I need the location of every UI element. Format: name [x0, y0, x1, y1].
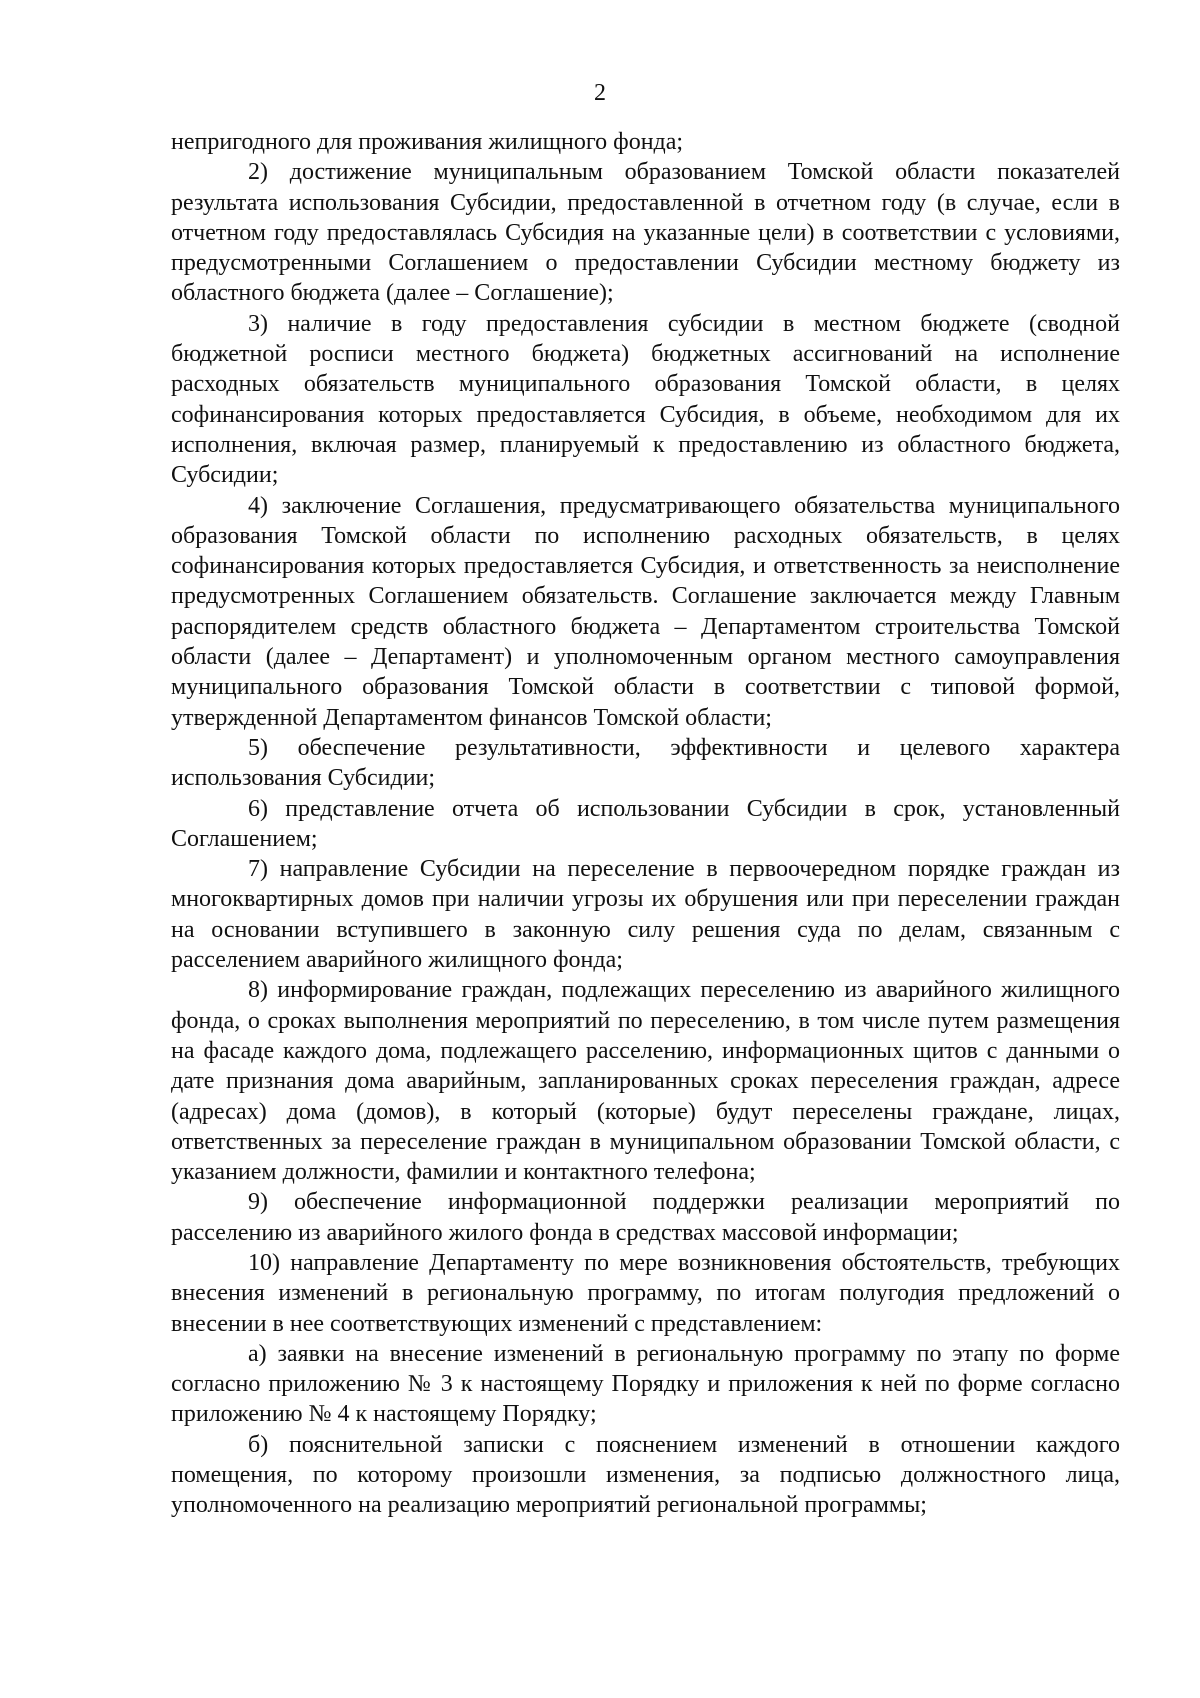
- paragraph-subitem-b: б) пояснительной записки с пояснением изменений в отношении каждого помещения, по которому произошли изменения, за подписью должностного лица, уполномоченного на реализацию мероприятий региональной программы;: [171, 1431, 1120, 1519]
- paragraph-item-4: 4) заключение Соглашения, предусматривающего обязательства муниципального образования Томской области по исполнению расходных обязательств, в целях софинансирования которых предоставляется Субсидия, и ответственность за неисполнение предусмотренных Соглашением обязательств. Соглашение заключается между Главным распорядителем средств областного бюджета – Департаментом строительства Томской области (далее – Департамент) и уполномоченным органом местного самоуправления муниципального образования Томской области в соответствии с типовой формой, утвержденной Департаментом финансов Томской области;: [171, 492, 1120, 731]
- paragraph-item-6: 6) представление отчета об использовании Субсидии в срок, установленный Соглашением;: [171, 795, 1120, 852]
- paragraph-item-7: 7) направление Субсидии на переселение в первоочередном порядке граждан из многоквартирных домов при наличии угрозы их обрушения или при переселении граждан на основании вступившего в законную силу решения суда по делам, связанным с расселением аварийного жилищного фонда;: [171, 856, 1120, 974]
- paragraph-subitem-a: а) заявки на внесение изменений в региональную программу по этапу по форме согласно приложению № 3 к настоящему Порядку и приложения к ней по форме согласно приложению № 4 к настоящему Порядку;: [171, 1340, 1120, 1428]
- page-number: 2: [594, 80, 606, 106]
- paragraph-item-3: 3) наличие в году предоставления субсидии в местном бюджете (сводной бюджетной росписи местного бюджета) бюджетных ассигнований на исполнение расходных обязательств муниципального образования Томской области, в целях софинансирования которых предоставляется Субсидия, в объеме, необходимом для их исполнения, включая размер, планируемый к предоставлению из областного бюджета, Субсидии;: [171, 310, 1120, 489]
- paragraph-item-2: 2) достижение муниципальным образованием Томской области показателей результата использования Субсидии, предоставленной в отчетном году (в случае, если в отчетном году предоставлялась Субсидия на указанные цели) в соответствии с условиями, предусмотренными Соглашением о предоставлении Субсидии местному бюджету из областного бюджета (далее – Соглашение);: [171, 159, 1120, 307]
- paragraph-continuation: непригодного для проживания жилищного фонда;: [171, 129, 684, 155]
- paragraph-item-8: 8) информирование граждан, подлежащих переселению из аварийного жилищного фонда, о сроках выполнения мероприятий по переселению, в том числе путем размещения на фасаде каждого дома, подлежащего расселению, информационных щитов с данными о дате признания дома аварийным, запланированных сроках переселения граждан, адресе (адресах) дома (домов), в который (которые) будут переселены граждане, лицах, ответственных за переселение граждан в муниципальном образовании Томской области, с указанием должности, фамилии и контактного телефона;: [171, 977, 1120, 1186]
- document-body: [171, 127, 1120, 1521]
- paragraph-item-9: 9) обеспечение информационной поддержки реализации мероприятий по расселению из аварийного жилого фонда в средствах массовой информации;: [171, 1189, 1120, 1246]
- paragraph-item-10: 10) направление Департаменту по мере возникновения обстоятельств, требующих внесения изменений в региональную программу, по итогам полугодия предложений о внесении в нее соответствующих изменений с представлением:: [171, 1249, 1120, 1337]
- paragraph-item-5: 5) обеспечение результативности, эффективности и целевого характера использования Субсидии;: [171, 734, 1120, 792]
